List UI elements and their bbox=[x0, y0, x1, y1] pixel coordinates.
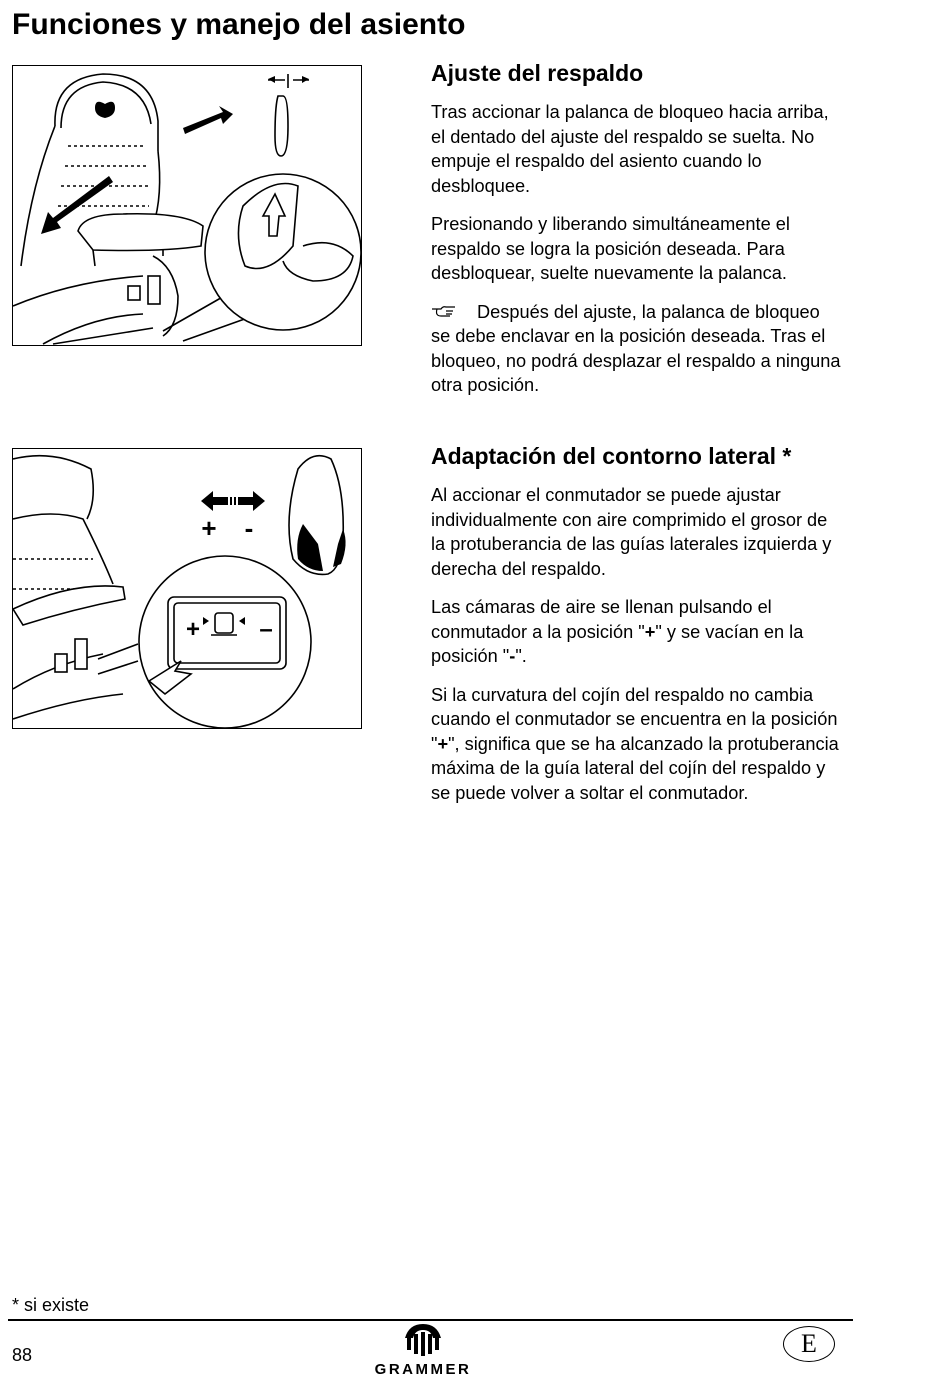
backrest-paragraph-1: Tras accionar la palanca de bloqueo hacia arriba, el dentado del ajuste del respaldo se suelta. No empuje el respaldo del asiento cuando lo desbloquee. bbox=[431, 102, 829, 196]
footnote: * si existe bbox=[12, 1295, 90, 1315]
backrest-paragraph-2: Presionando y liberando simultáneamente el respaldo se logra la posición deseada. Para desbloquear, suelte nuevamente la palanca. bbox=[431, 214, 790, 283]
page-title: Funciones y manejo del asiento bbox=[12, 8, 466, 41]
backrest-note-text: Después del ajuste, la palanca de bloqueo se debe enclavar en la posición deseada. Tras el bloqueo, no podrá desplazar el respaldo a ninguna otra posición. bbox=[431, 301, 841, 395]
fig2-plus-label: + bbox=[201, 513, 217, 543]
section-heading-backrest: Ajuste del respaldo bbox=[431, 60, 644, 86]
lateral-paragraph-2: Las cámaras de aire se llenan pulsando el conmutador a la posición "+" y se vacían en la posición "-". bbox=[431, 597, 804, 666]
lateral-paragraph-1: Al accionar el conmutador se puede ajustar individualmente con aire comprimido el grosor de la protuberancia de las guías laterales izquierda y derecha del respaldo. bbox=[431, 485, 832, 579]
lateral-contour-section bbox=[431, 443, 841, 819]
footer-divider bbox=[8, 1319, 853, 1321]
switch-plus-label: + bbox=[185, 616, 201, 643]
lateral-contour-illustration bbox=[12, 448, 362, 729]
section-heading-lateral-contour: Adaptación del contorno lateral * bbox=[431, 443, 792, 469]
language-badge: E bbox=[783, 1326, 835, 1362]
switch-minus-label: – bbox=[259, 616, 273, 643]
fig2-minus-label: - bbox=[244, 513, 254, 543]
backrest-adjustment-section bbox=[431, 60, 841, 412]
grammer-logo-icon bbox=[403, 1322, 443, 1356]
lateral-paragraph-3: Si la curvatura del cojín del respaldo no cambia cuando el conmutador se encuentra en la posición "+", significa que se ha alcanzado la protuberancia máxima de la guía lateral del cojín del respaldo y se puede volver a soltar el conmutador. bbox=[431, 684, 839, 803]
page-number: 88 bbox=[12, 1345, 33, 1365]
brand-name: GRAMMER bbox=[374, 1361, 472, 1378]
backrest-note bbox=[431, 300, 841, 398]
brand-logo bbox=[368, 1322, 478, 1378]
pointing-hand-icon bbox=[431, 300, 477, 325]
backrest-adjustment-illustration bbox=[12, 65, 362, 346]
